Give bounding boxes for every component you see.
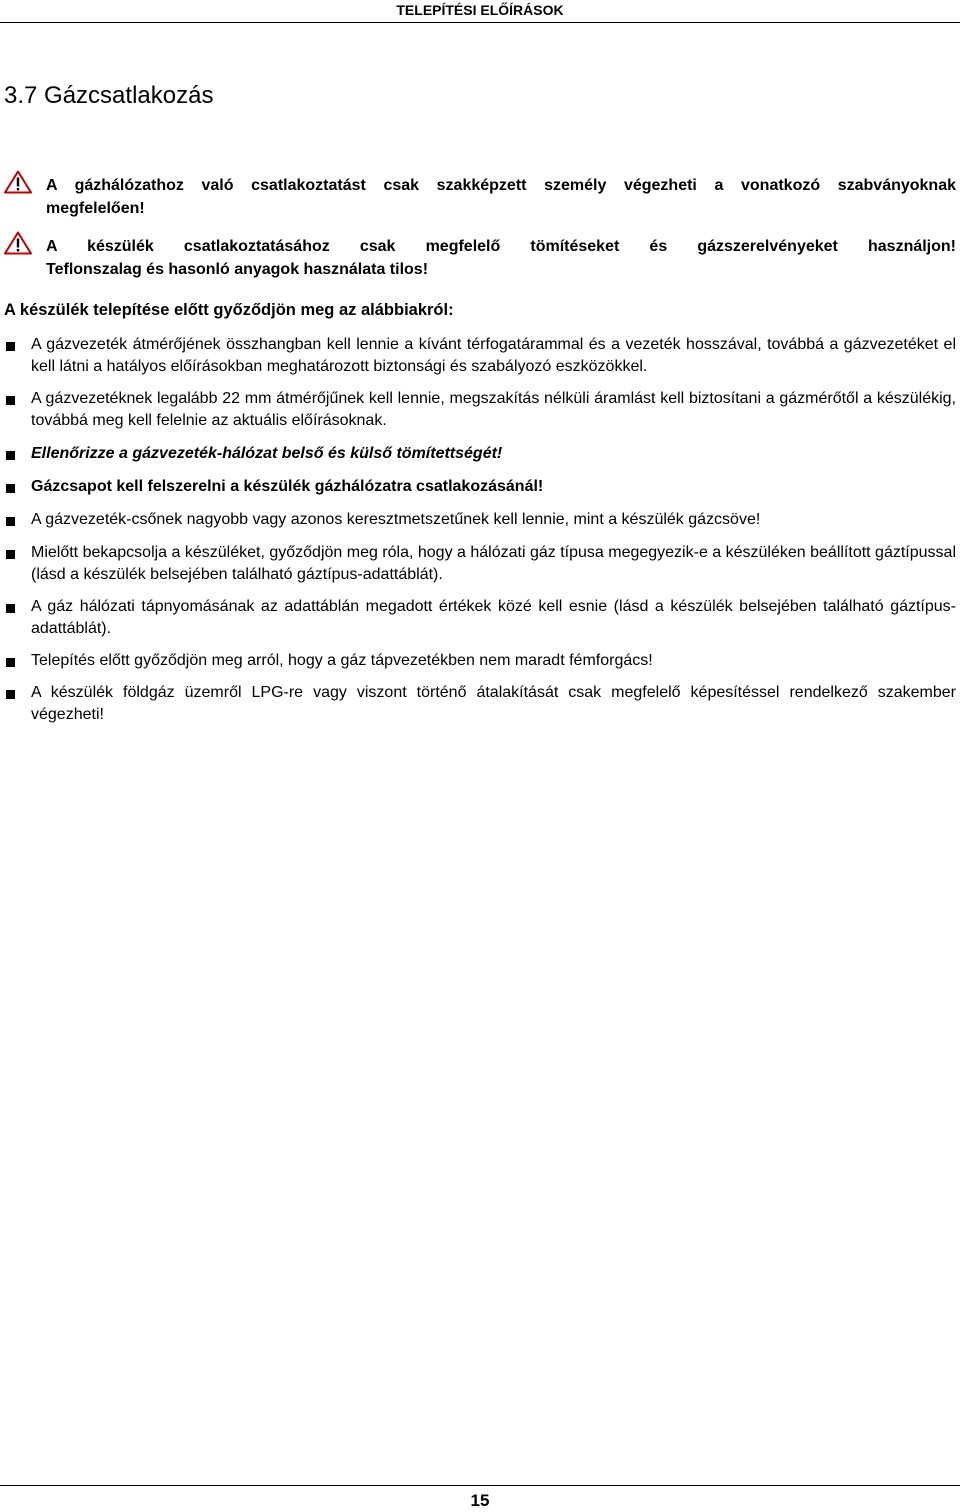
list-item-text: Ellenőrizze a gázvezeték-hálózat belső és külső tömítettségét! — [31, 445, 503, 462]
bullet-icon — [6, 396, 15, 405]
list-item-text: A készülék földgáz üzemről LPG-re vagy viszont történő átalakítását csak megfelelő képesítéssel rendelkező szakember végezheti! — [31, 684, 956, 723]
bullet-icon — [6, 342, 15, 351]
list-item-text: A gáz hálózati tápnyomásának az adattáblán megadott értékek közé kell esnie (lásd a készülék belsejében található gáztípus-adattáblát). — [31, 598, 956, 637]
bullet-icon — [6, 484, 15, 493]
list-item-text: A gázvezetéknek legalább 22 mm átmérőjűnek kell lennie, megszakítás nélküli áramlást kell biztosítani a gázmérőtől a készülékig, továbbá meg kell felelnie az aktuális előírásoknak. — [31, 390, 956, 429]
list-item-text: A gázvezeték átmérőjének összhangban kell lennie a kívánt térfogatárammal és a vezeték hosszával, továbbá a gázvezetéket el kell látni a hatályos előírásokban meghatározott biztonsági és szabályozó eszközökkel. — [31, 336, 956, 375]
header-title: TELEPÍTÉSI ELŐÍRÁSOK — [396, 2, 564, 18]
list-item — [4, 650, 956, 672]
intro-heading: A készülék telepítése előtt győződjön meg az alábbiakról: — [4, 301, 454, 319]
list-item — [4, 682, 956, 726]
bullet-icon — [6, 658, 15, 667]
warning-triangle-icon — [4, 231, 32, 255]
bullet-icon — [6, 690, 15, 699]
bullet-icon — [6, 550, 15, 559]
warning-line: Teflonszalag és hasonló anyagok használata tilos! — [46, 261, 429, 278]
page-number: 15 — [470, 1491, 490, 1510]
bullet-icon — [6, 517, 15, 526]
bullet-icon — [6, 451, 15, 460]
warning-line: A készülék csatlakoztatásához csak megfelelő tömítéseket és gázszerelvényeket használjon! — [46, 238, 956, 255]
section-title: 3.7 Gázcsatlakozás — [4, 82, 214, 109]
requirements-list — [4, 334, 956, 726]
list-item — [4, 509, 956, 531]
warning-block — [4, 174, 956, 220]
bullet-icon — [6, 604, 15, 613]
warning-text — [46, 174, 956, 220]
list-item-text: A gázvezeték-csőnek nagyobb vagy azonos keresztmetszetűnek kell lennie, mint a készülék gázcsöve! — [31, 511, 761, 528]
list-item-text: Gázcsapot kell felszerelni a készülék gázhálózatra csatlakozásánál! — [31, 478, 544, 495]
list-item — [4, 334, 956, 378]
list-item — [4, 476, 956, 498]
list-item — [4, 542, 956, 586]
warning-triangle-icon — [4, 170, 32, 194]
page-header — [0, 0, 960, 23]
footer-divider — [0, 1485, 960, 1486]
list-item-text: Mielőtt bekapcsolja a készüléket, győződjön meg róla, hogy a hálózati gáz típusa megegyezik-e a készüléken beállított gáztípussal (lásd a készülék belsejében található gáztípus-adattáblát). — [31, 544, 956, 583]
list-item — [4, 443, 956, 465]
warning-text — [46, 235, 956, 281]
warning-line: megfelelően! — [46, 200, 145, 217]
list-item-text: Telepítés előtt győződjön meg arról, hogy a gáz tápvezetékben nem maradt fémforgács! — [31, 652, 653, 669]
list-item — [4, 388, 956, 432]
warning-line: A gázhálózathoz való csatlakoztatást csak szakképzett személy végezheti a vonatkozó szabványoknak — [46, 177, 956, 194]
list-item — [4, 596, 956, 640]
warning-block — [4, 235, 956, 281]
